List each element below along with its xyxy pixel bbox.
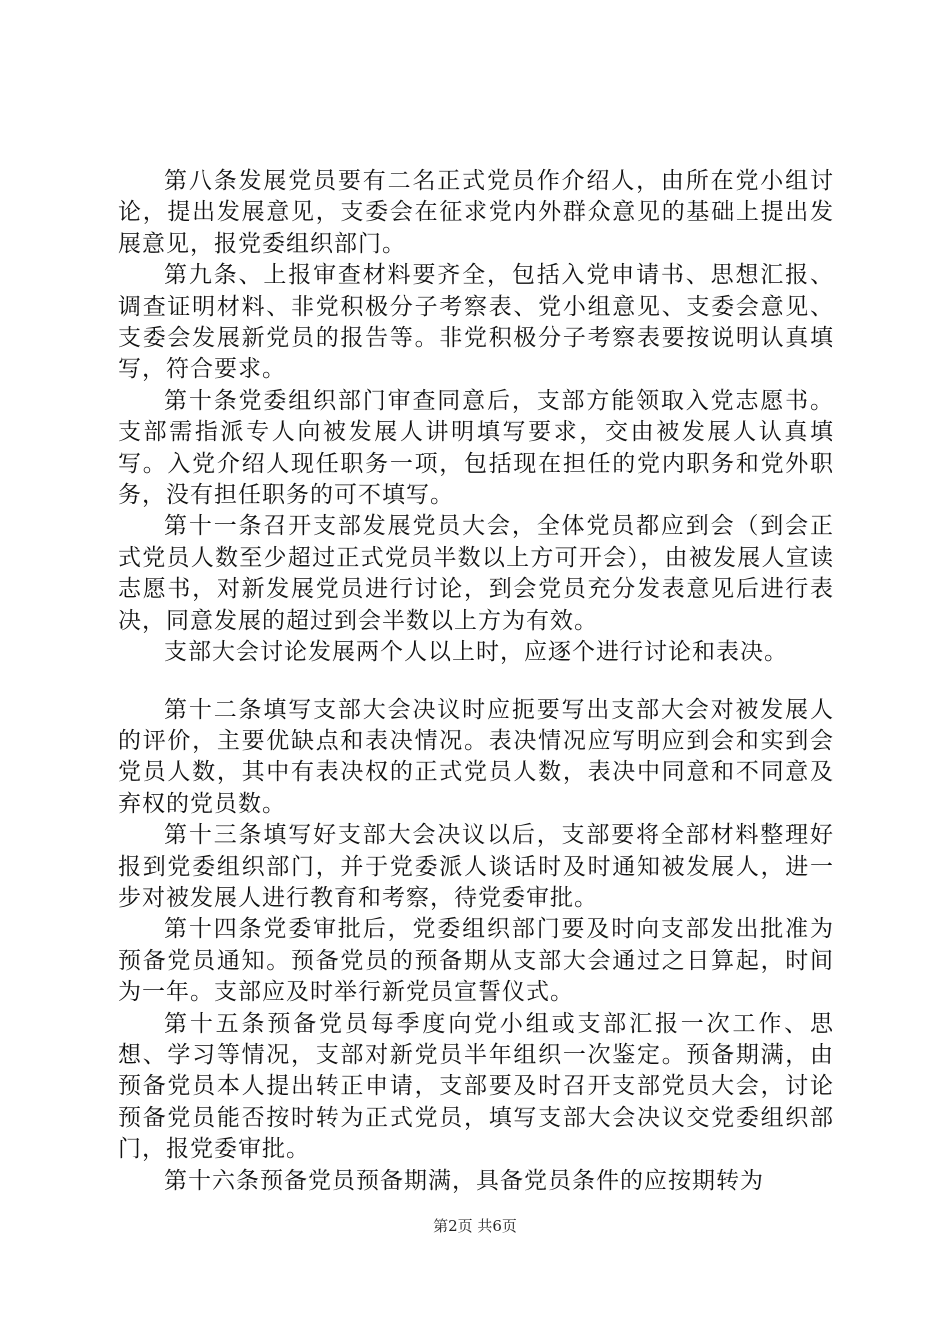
article-13-paragraph: 第十三条填写好支部大会决议以后，支部要将全部材料整理好报到党委组织部门，并于党委派人谈话时及时通知被发展人，进一步对被发展人进行教育和考察，待党委审批。 <box>118 822 834 911</box>
article-11-note-paragraph: 支部大会讨论发展两个人以上时，应逐个进行讨论和表决。 <box>164 639 788 666</box>
document-body <box>118 166 834 1197</box>
article-10-paragraph: 第十条党委组织部门审查同意后，支部方能领取入党志愿书。支部需指派专人向被发展人讲明填写要求，交由被发展人认真填写。入党介绍人现任职务一项，包括现在担任的党内职务和党外职务，没有担任职务的可不填写。 <box>118 387 834 509</box>
article-12-paragraph: 第十二条填写支部大会决议时应扼要写出支部大会对被发展人的评价，主要优缺点和表决情况。表决情况应写明应到会和实到会党员人数，其中有表决权的正式党员人数，表决中同意和不同意及弃权的党员数。 <box>118 696 834 817</box>
article-9-paragraph: 第九条、上报审查材料要齐全，包括入党申请书、思想汇报、调查证明材料、非党积极分子考察表、党小组意见、支委会意见、支委会发展新党员的报告等。非党积极分子考察表要按说明认真填写，符合要求。 <box>118 262 834 383</box>
article-8-paragraph: 第八条发展党员要有二名正式党员作介绍人，由所在党小组讨论，提出发展意见，支委会在征求党内外群众意见的基础上提出发展意见，报党委组织部门。 <box>118 168 834 257</box>
article-16-paragraph: 第十六条预备党员预备期满，具备党员条件的应按期转为 <box>164 1167 764 1194</box>
article-15-paragraph: 第十五条预备党员每季度向党小组或支部汇报一次工作、思想、学习等情况，支部对新党员半年组织一次鉴定。预备期满，由预备党员本人提出转正申请，支部要及时召开支部党员大会，讨论预备党员能否按时转为正式党员，填写支部大会决议交党委组织部门，报党委审批。 <box>118 1010 834 1163</box>
page-number-footer: 第2页 共6页 <box>433 1217 517 1235</box>
paragraph-gap <box>118 669 834 695</box>
article-14-paragraph: 第十四条党委审批后，党委组织部门要及时向支部发出批准为预备党员通知。预备党员的预备期从支部大会通过之日算起，时间为一年。支部应及时举行新党员宣誓仪式。 <box>118 916 834 1006</box>
article-11-paragraph: 第十一条召开支部发展党员大会，全体党员都应到会（到会正式党员人数至少超过正式党员半数以上方可开会），由被发展人宣读志愿书，对新发展党员进行讨论，到会党员充分发表意见后进行表决，同意发展的超过到会半数以上方为有效。 <box>118 513 834 634</box>
